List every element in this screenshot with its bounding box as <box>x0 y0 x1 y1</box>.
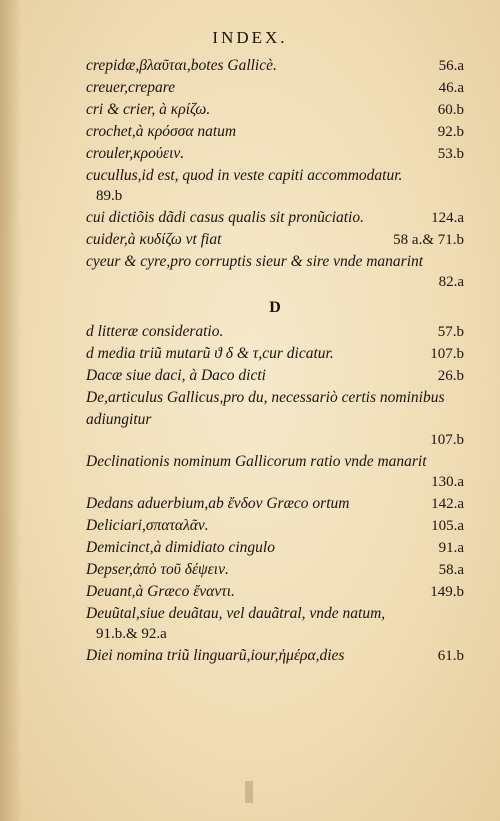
entry-text: Declinationis nominum Gallicorum ratio vnde manarit <box>86 453 427 470</box>
index-entry <box>86 55 464 77</box>
entry-text: cyeur & cyre,pro corruptis sieur & sire vnde manarint <box>86 253 424 270</box>
entry-reference: 56.a <box>438 58 464 74</box>
entry-text: cui dictiõis dãdi casus qualis sit pronũciatio. <box>86 209 364 226</box>
entry-reference: 124.a <box>431 210 464 226</box>
index-entry <box>86 229 464 251</box>
entry-text: creuer,crepare <box>86 79 176 96</box>
index-entry <box>86 321 464 343</box>
entry-reference: 92.b <box>437 124 464 140</box>
entry-text: Dacæ siue daci, à Daco dicti <box>86 367 266 384</box>
page-stain-mark <box>245 781 253 803</box>
index-entry <box>86 537 464 559</box>
entry-reference: 149.b <box>430 584 464 600</box>
index-entries <box>86 55 464 667</box>
entry-reference: 107.b <box>430 346 464 362</box>
entry-text: cucullus,id est, quod in veste capiti accommodatur. <box>86 167 403 184</box>
entry-text: crochet,à κρόσσα natum <box>86 123 237 140</box>
page-header: INDEX. <box>212 28 288 47</box>
entry-text: Deliciari,σπαταλᾶν. <box>86 517 209 534</box>
index-entry <box>86 99 464 121</box>
index-entry <box>86 451 464 493</box>
index-entry <box>86 343 464 365</box>
section-heading: D <box>269 299 281 316</box>
entry-text: Demicinct,à dimidiato cingulo <box>86 539 275 556</box>
index-entry <box>86 143 464 165</box>
entry-reference: 82.a <box>438 274 464 290</box>
entry-reference: 105.a <box>431 518 464 534</box>
page-gutter-shadow <box>0 0 22 821</box>
index-entry <box>86 515 464 537</box>
entry-text: Diei nomina triũ linguarũ,iour,ἡμέρα,dies <box>86 647 345 664</box>
index-entry <box>86 121 464 143</box>
index-entry <box>86 645 464 667</box>
entry-text: Deuant,à Græco ἔναντι. <box>86 583 235 600</box>
index-entry <box>86 207 464 229</box>
entry-reference: 57.b <box>437 324 464 340</box>
index-entry <box>86 387 464 451</box>
entry-reference: 58.a <box>438 562 464 578</box>
index-entry <box>86 251 464 293</box>
entry-reference: 89.b <box>96 188 123 204</box>
entry-reference: 91.a <box>438 540 464 556</box>
entry-reference: 26.b <box>437 368 464 384</box>
entry-reference: 58 a.& 71.b <box>393 232 464 248</box>
entry-reference: 107.b <box>430 432 464 448</box>
index-entry <box>86 581 464 603</box>
entry-text: d litteræ consideratio. <box>86 323 224 340</box>
entry-text: cuider,à κυδίζω vt fiat <box>86 231 222 248</box>
entry-text: crouler,κρούειν. <box>86 145 185 162</box>
entry-text: d media triũ mutarũ ϑ δ & τ,cur dicatur. <box>86 345 334 362</box>
index-entry <box>86 165 464 207</box>
entry-text: crepidæ,βλαῦται,botes Gallicè. <box>86 57 277 74</box>
entry-reference: 142.a <box>431 496 464 512</box>
entry-reference: 60.b <box>437 102 464 118</box>
entry-reference: 130.a <box>431 474 464 490</box>
entry-text: Depser,ἀπὸ τοῦ δέψειν. <box>86 561 229 578</box>
index-entry <box>86 365 464 387</box>
index-entry <box>86 603 464 645</box>
entry-reference: 61.b <box>437 648 464 664</box>
index-entry <box>86 559 464 581</box>
entry-text: De,articulus Gallicus,pro du, necessariò certis nominibus adiungitur <box>86 389 445 428</box>
entry-reference: 91.b.& 92.a <box>96 626 167 642</box>
index-entry <box>86 77 464 99</box>
entry-text: Deuũtal,siue deuãtau, vel dauãtral, vnde natum, <box>86 605 386 622</box>
entry-text: cri & crier, à κρίζω. <box>86 101 211 118</box>
entry-reference: 53.b <box>437 146 464 162</box>
index-entry <box>86 493 464 515</box>
entry-text: Dedans aduerbium,ab ἔνδον Græco ortum <box>86 495 350 512</box>
entry-reference: 46.a <box>438 80 464 96</box>
